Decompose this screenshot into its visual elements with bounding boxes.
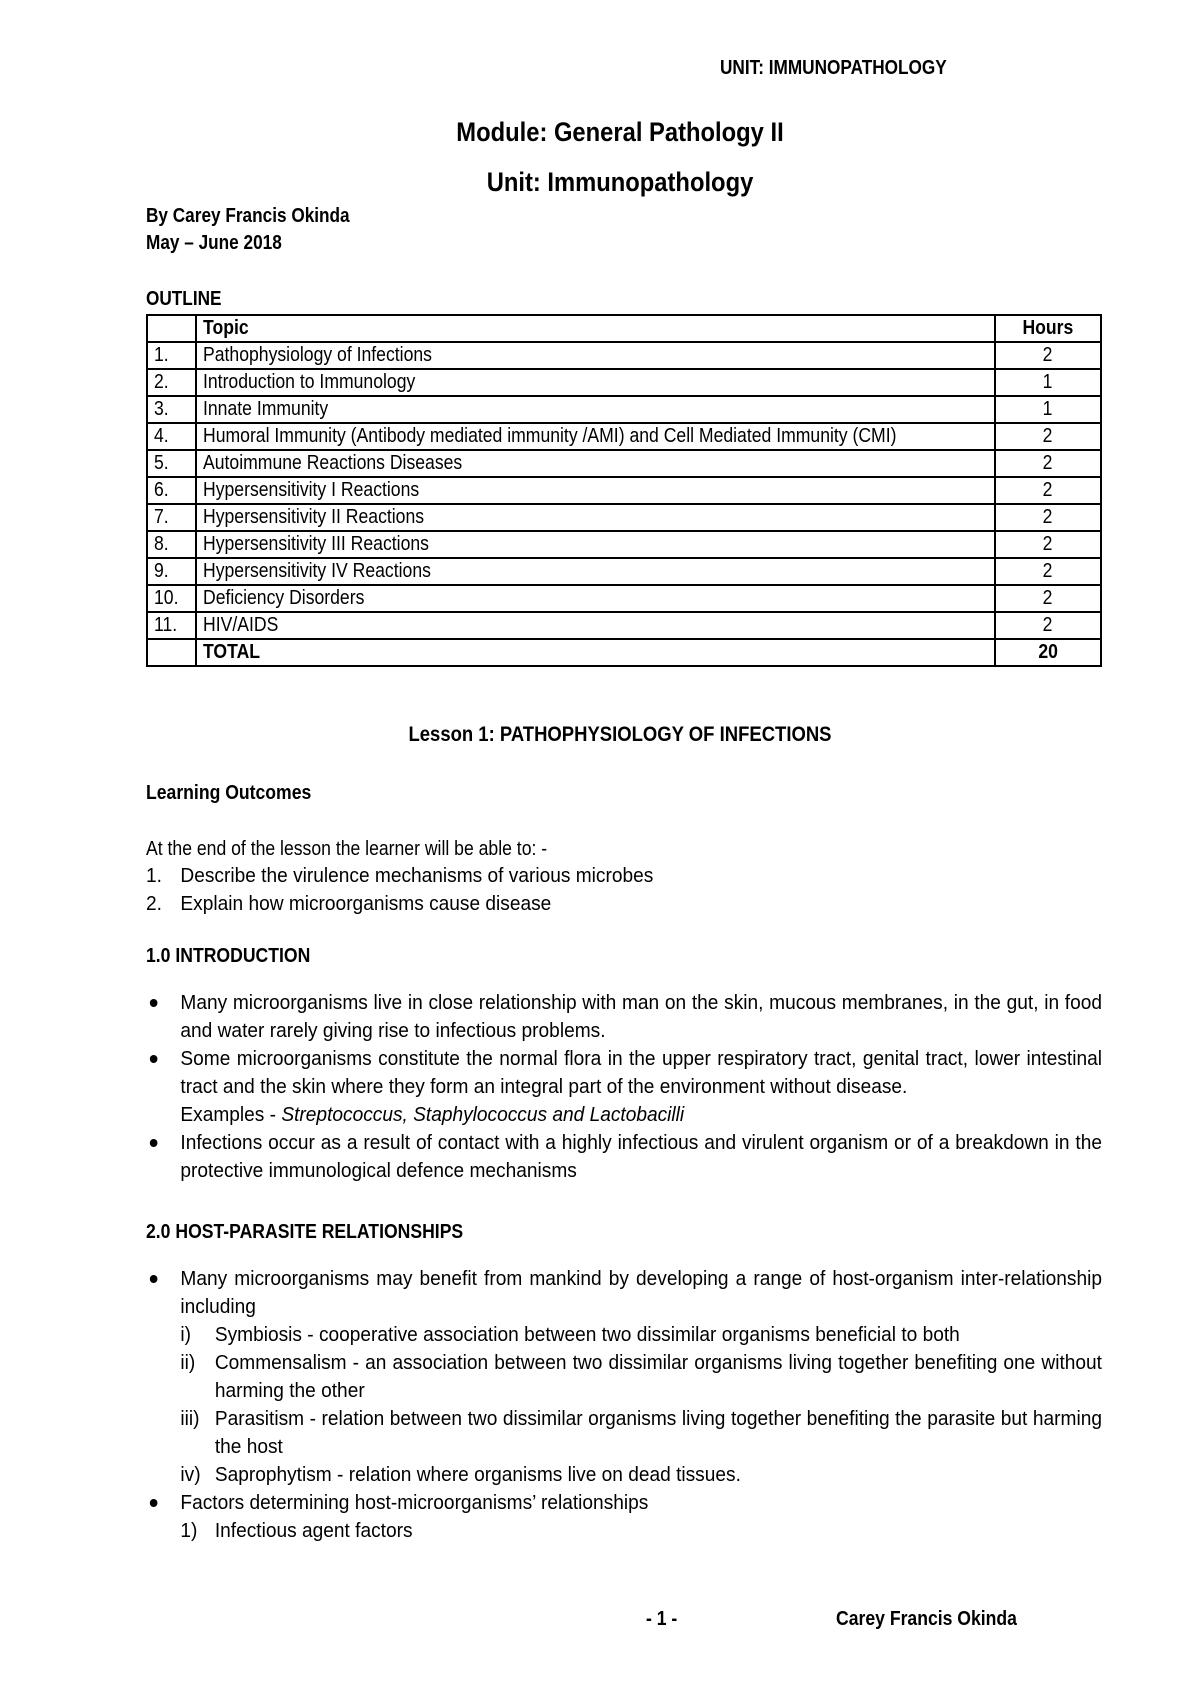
item-number: 2.: [146, 893, 162, 915]
row-number: 9.: [147, 558, 196, 585]
item-text: Symbiosis - cooperative association between two dissimilar organisms beneficial to both: [214, 1324, 960, 1346]
row-topic: Pathophysiology of Infections: [196, 342, 995, 369]
table-row: [147, 612, 1101, 639]
list-item: Some microorganisms constitute the normal flora in the upper respiratory tract, genital tract, lower intestinal tract and the skin where they form an integral part of the environment without disease. Examples - Streptococcus, Staphylococcus and Lactobacilli: [146, 1045, 1102, 1129]
table-row: [147, 531, 1101, 558]
outcomes-intro: At the end of the lesson the learner will be able to: -: [146, 838, 548, 860]
page-number: - 1 -: [646, 1608, 678, 1630]
table-row: [147, 423, 1101, 450]
column-header-topic: Topic: [196, 315, 995, 342]
list-item: Infections occur as a result of contact with a highly infectious and virulent organism or of a breakdown in the protective immunological defence mechanisms: [146, 1129, 1102, 1185]
row-number: 4.: [147, 423, 196, 450]
row-number: 6.: [147, 477, 196, 504]
item-text: Explain how microorganisms cause disease: [180, 893, 552, 915]
row-number: 1.: [147, 342, 196, 369]
module-title: Module: General Pathology II: [456, 117, 784, 147]
row-topic: Autoimmune Reactions Diseases: [196, 450, 995, 477]
total-label: TOTAL: [196, 639, 995, 666]
list-item: [146, 1321, 1102, 1349]
row-topic: Innate Immunity: [196, 396, 995, 423]
row-number: 10.: [147, 585, 196, 612]
learning-outcomes-heading: Learning Outcomes: [146, 782, 312, 804]
list-item: [146, 1349, 1102, 1405]
outcomes-list: [146, 862, 1102, 918]
row-topic: HIV/AIDS: [196, 612, 995, 639]
total-hours: 20: [995, 639, 1101, 666]
outline-heading: OUTLINE: [146, 288, 222, 310]
bullet-icon: [150, 999, 158, 1007]
list-item: [146, 890, 1102, 918]
item-text: Parasitism - relation between two dissimilar organisms living together benefiting the parasite but harming the host: [214, 1408, 1102, 1458]
lesson-title: Lesson 1: PATHOPHYSIOLOGY OF INFECTIONS: [408, 723, 832, 746]
item-number: iii): [180, 1408, 200, 1430]
row-hours: 2: [995, 558, 1101, 585]
host-parasite-list: [146, 1265, 1102, 1545]
row-hours: 2: [995, 531, 1101, 558]
row-number: 8.: [147, 531, 196, 558]
row-topic: Hypersensitivity III Reactions: [196, 531, 995, 558]
row-hours: 2: [995, 342, 1101, 369]
row-hours: 2: [995, 477, 1101, 504]
table-row: [147, 396, 1101, 423]
row-number: 11.: [147, 612, 196, 639]
item-text: Saprophytism - relation where organisms live on dead tissues.: [214, 1464, 741, 1486]
row-number: 2.: [147, 369, 196, 396]
row-topic: Humoral Immunity (Antibody mediated immunity /AMI) and Cell Mediated Immunity (CMI): [196, 423, 995, 450]
row-hours: 1: [995, 396, 1101, 423]
introduction-list: [146, 989, 1102, 1185]
bullet-icon: [150, 1499, 158, 1507]
bullet-icon: [150, 1139, 158, 1147]
row-hours: 2: [995, 585, 1101, 612]
list-item: Many microorganisms may benefit from mankind by developing a range of host-organism inter-relationship including: [146, 1265, 1102, 1321]
row-hours: 2: [995, 450, 1101, 477]
date-line: May – June 2018: [146, 232, 282, 254]
table-row: [147, 342, 1101, 369]
table-header-row: [147, 315, 1101, 342]
table-row: [147, 450, 1101, 477]
footer-author: Carey Francis Okinda: [836, 1608, 1017, 1630]
list-item: [146, 1517, 1102, 1545]
row-topic: Introduction to Immunology: [196, 369, 995, 396]
item-number: iv): [180, 1464, 201, 1486]
author-line: By Carey Francis Okinda: [146, 205, 350, 227]
column-header-hours: Hours: [995, 315, 1101, 342]
list-item: Many microorganisms live in close relationship with man on the skin, mucous membranes, in the gut, in food and water rarely giving rise to infectious problems.: [146, 989, 1102, 1045]
list-item: [146, 1405, 1102, 1461]
list-item: [146, 862, 1102, 890]
row-hours: 1: [995, 369, 1101, 396]
table-row: [147, 558, 1101, 585]
item-text: Infectious agent factors: [214, 1520, 413, 1542]
table-row: [147, 369, 1101, 396]
total-number-cell: [147, 639, 196, 666]
column-header-number: [147, 315, 196, 342]
row-number: 7.: [147, 504, 196, 531]
row-hours: 2: [995, 612, 1101, 639]
item-text: Describe the virulence mechanisms of various microbes: [180, 865, 654, 887]
unit-title: Unit: Immunopathology: [486, 167, 754, 197]
outline-table: [146, 314, 1102, 667]
item-number: i): [180, 1324, 192, 1346]
host-parasite-heading: 2.0 HOST-PARASITE RELATIONSHIPS: [146, 1221, 464, 1243]
table-row: [147, 477, 1101, 504]
row-hours: 2: [995, 504, 1101, 531]
item-text: Commensalism - an association between two dissimilar organisms living together benefiting one without harming the other: [214, 1352, 1102, 1402]
row-topic: Hypersensitivity II Reactions: [196, 504, 995, 531]
bullet-icon: [150, 1275, 158, 1283]
bullet-icon: [150, 1055, 158, 1063]
list-item: Factors determining host-microorganisms’ relationships: [146, 1489, 1102, 1517]
row-number: 5.: [147, 450, 196, 477]
item-number: 1.: [146, 865, 162, 887]
table-row: [147, 504, 1101, 531]
row-topic: Deficiency Disorders: [196, 585, 995, 612]
item-number: ii): [180, 1352, 196, 1374]
list-item: [146, 1461, 1102, 1489]
item-number: 1): [180, 1520, 198, 1542]
introduction-heading: 1.0 INTRODUCTION: [146, 945, 311, 967]
total-row: [147, 639, 1101, 666]
row-topic: Hypersensitivity IV Reactions: [196, 558, 995, 585]
running-header: UNIT: IMMUNOPATHOLOGY: [720, 57, 947, 79]
row-number: 3.: [147, 396, 196, 423]
row-hours: 2: [995, 423, 1101, 450]
table-row: [147, 585, 1101, 612]
row-topic: Hypersensitivity I Reactions: [196, 477, 995, 504]
